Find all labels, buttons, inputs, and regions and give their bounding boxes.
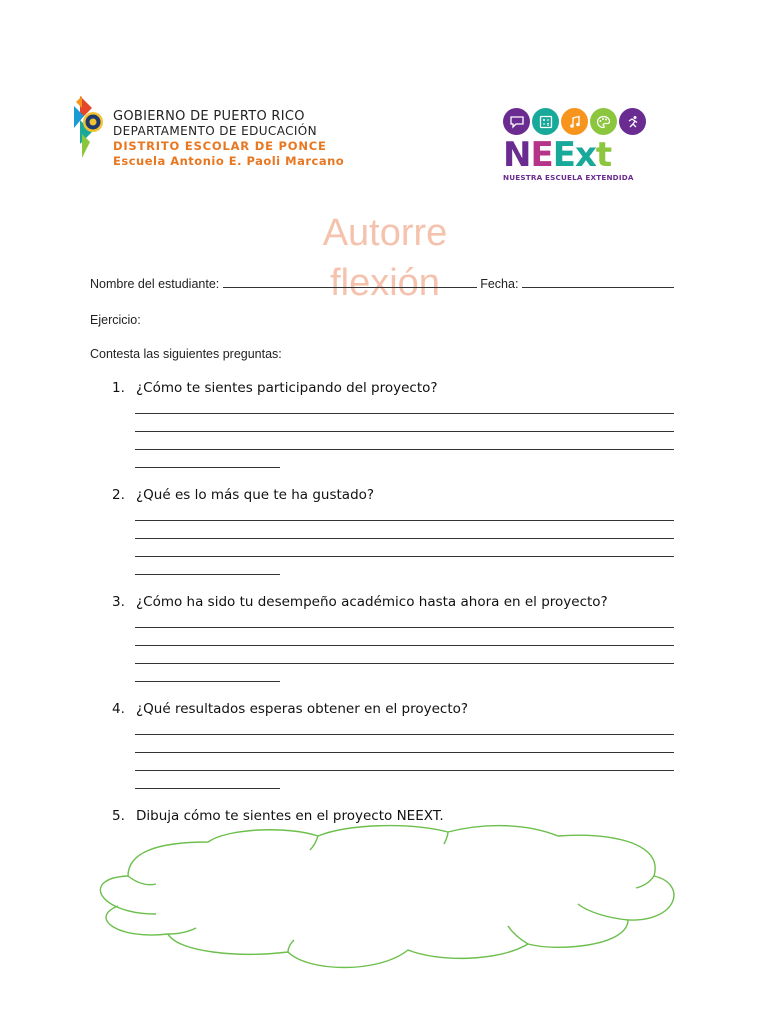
answer-line[interactable] <box>135 449 674 450</box>
calculator-icon <box>532 108 559 135</box>
department-name: DEPARTAMENTO DE EDUCACIÓN <box>113 124 318 138</box>
answer-line[interactable] <box>135 734 674 735</box>
answer-line[interactable] <box>135 752 674 753</box>
government-name: GOBIERNO DE PUERTO RICO <box>113 109 305 124</box>
question-text: Dibuja cómo te sientes en el proyecto NEEXT. <box>136 808 444 824</box>
student-info-row <box>90 277 674 291</box>
neext-icon-row <box>503 108 653 135</box>
answer-line[interactable] <box>135 645 674 646</box>
question-1 <box>112 380 438 396</box>
page-title: Autorre flexión <box>322 212 448 304</box>
neext-logo <box>503 108 653 192</box>
government-seal-logo <box>70 94 110 160</box>
cloud-outline <box>100 826 674 968</box>
answer-line[interactable] <box>135 556 674 557</box>
palette-icon <box>590 108 617 135</box>
instructions-text: Contesta las siguientes preguntas: <box>90 347 282 361</box>
school-name: Escuela Antonio E. Paoli Marcano <box>113 154 345 168</box>
question-number: 2. <box>112 487 125 503</box>
answer-line[interactable] <box>135 538 674 539</box>
question-number: 1. <box>112 380 125 396</box>
government-heading <box>113 109 344 169</box>
question-number: 5. <box>112 808 125 824</box>
student-name-field[interactable] <box>223 277 477 288</box>
question-text: ¿Cómo ha sido tu desempeño académico hasta ahora en el proyecto? <box>136 594 608 610</box>
music-note-icon <box>561 108 588 135</box>
date-field[interactable] <box>522 277 674 288</box>
answer-line[interactable] <box>135 681 280 682</box>
answer-line[interactable] <box>135 431 674 432</box>
exercise-label: Ejercicio: <box>90 313 141 327</box>
answer-line[interactable] <box>135 770 674 771</box>
student-name-label: Nombre del estudiante: <box>90 277 220 291</box>
date-label: Fecha: <box>480 277 519 291</box>
drawing-cloud-area[interactable] <box>88 822 680 978</box>
question-4 <box>112 701 468 717</box>
neext-wordmark: NEExt <box>503 135 612 175</box>
speech-bubble-icon <box>503 108 530 135</box>
answer-line[interactable] <box>135 413 674 414</box>
neext-subtitle: NUESTRA ESCUELA EXTENDIDA <box>503 173 634 182</box>
answer-line[interactable] <box>135 467 280 468</box>
answer-line[interactable] <box>135 574 280 575</box>
question-text: ¿Qué resultados esperas obtener en el proyecto? <box>136 701 469 717</box>
question-text: ¿Cómo te sientes participando del proyecto? <box>136 380 438 396</box>
question-2 <box>112 487 374 503</box>
runner-icon <box>619 108 646 135</box>
question-text: ¿Qué es lo más que te ha gustado? <box>136 487 375 503</box>
question-number: 3. <box>112 594 125 610</box>
question-number: 4. <box>112 701 125 717</box>
answer-line[interactable] <box>135 788 280 789</box>
answer-line[interactable] <box>135 627 674 628</box>
answer-line[interactable] <box>135 520 674 521</box>
answer-line[interactable] <box>135 663 674 664</box>
district-name: DISTRITO ESCOLAR DE PONCE <box>113 139 327 153</box>
question-3 <box>112 594 608 610</box>
